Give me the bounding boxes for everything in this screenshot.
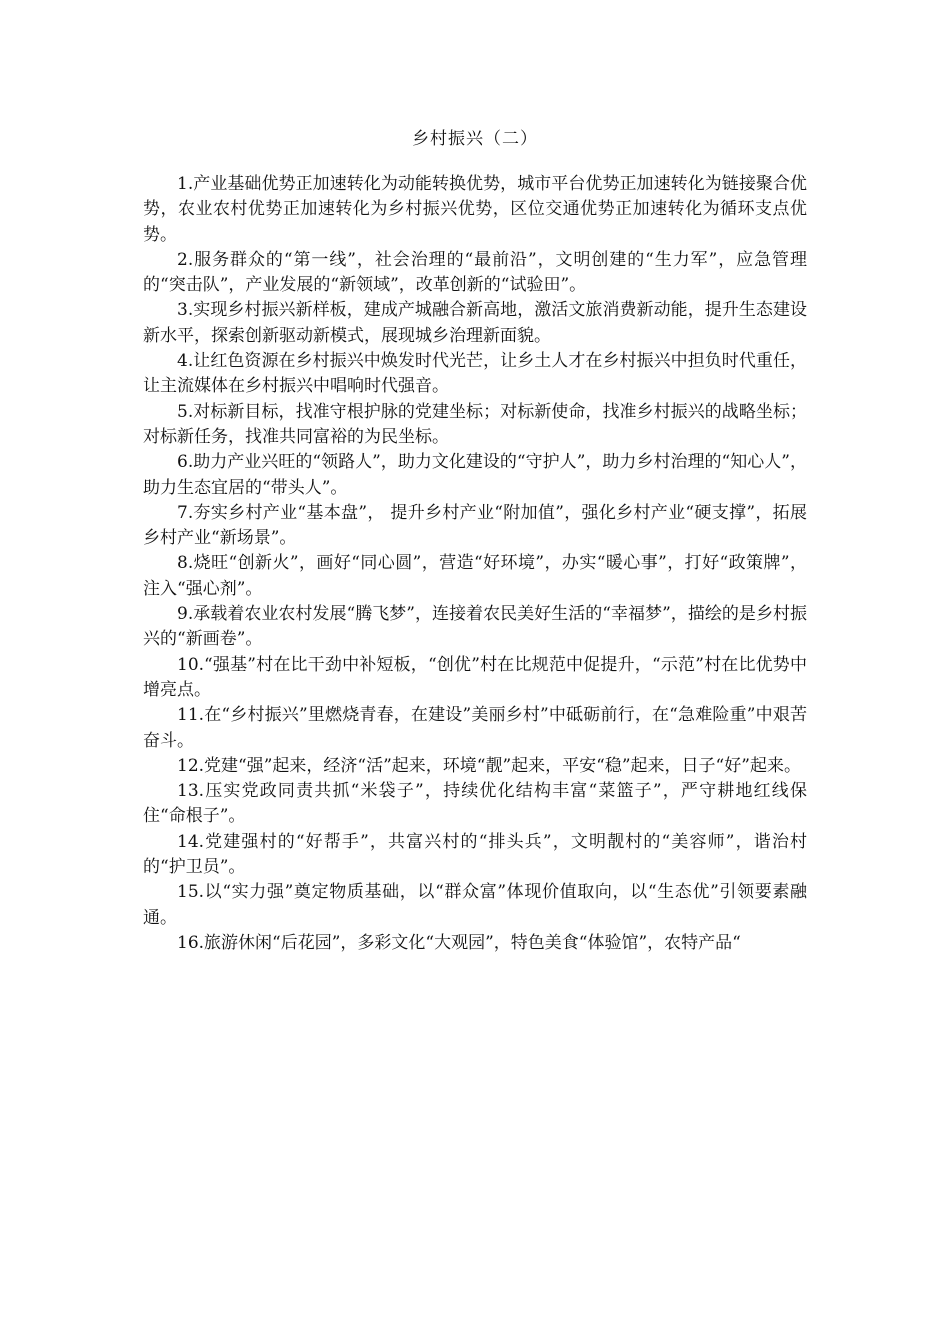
paragraph-15: 15.以“实力强”奠定物质基础，以“群众富”体现价值取向，以“生态优”引领要素融通。 xyxy=(143,882,807,928)
paragraph-7: 7.夯实乡村产业“基本盘”， 提升乡村产业“附加值”，强化乡村产业“硬支撑”，拓展乡村产业“新场景”。 xyxy=(143,502,807,549)
paragraph-13: 13.压实党政同责共抓“米袋子”，持续优化结构丰富“菜篮子”，严守耕地红线保住“命根子”。 xyxy=(143,781,807,827)
paragraph-2: 2.服务群众的“第一线”，社会治理的“最前沿”，文明创建的“生力军”，应急管理的“突击队”，产业发展的“新领域”，改革创新的“试验田”。 xyxy=(143,249,807,296)
paragraph-9: 9.承载着农业农村发展“腾飞梦”，连接着农民美好生活的“幸福梦”，描绘的是乡村振兴的“新画卷”。 xyxy=(143,604,807,650)
paragraph-4: 4.让红色资源在乡村振兴中焕发时代光芒，让乡土人才在乡村振兴中担负时代重任，让主流媒体在乡村振兴中唱响时代强音。 xyxy=(143,351,807,397)
paragraph-8: 8.烧旺“创新火”，画好“同心圆”，营造“好环境”，办实“暖心事”，打好“政策牌”，注入“强心剂”。 xyxy=(143,553,807,599)
paragraph-3: 3.实现乡村振兴新样板，建成产城融合新高地，激活文旅消费新动能，提升生态建设新水平，探索创新驱动新模式，展现城乡治理新面貌。 xyxy=(143,300,807,346)
paragraph-10: 10.“强基”村在比干劲中补短板，“创优”村在比规范中促提升，“示范”村在比优势中增亮点。 xyxy=(143,654,807,700)
document-body xyxy=(143,172,807,956)
paragraph-5: 5.对标新目标，找准守根护脉的党建坐标；对标新使命，找准乡村振兴的战略坐标；对标新任务，找准共同富裕的为民坐标。 xyxy=(143,401,807,447)
paragraph-16: 16.旅游休闲“后花园”，多彩文化“大观园”，特色美食“体验馆”，农特产品“ xyxy=(177,932,741,953)
paragraph-11: 11.在“乡村振兴”里燃烧青春，在建设”美丽乡村”中砥砺前行，在“急难险重”中艰苦奋斗。 xyxy=(143,705,807,751)
paragraph-6: 6.助力产业兴旺的“领路人”，助力文化建设的“守护人”，助力乡村治理的“知心人”， 助力生态宜居的“带头人”。 xyxy=(143,452,807,498)
paragraph-14: 14.党建强村的“好帮手”，共富兴村的“排头兵”，文明靓村的“美容师”，谐治村的“护卫员”。 xyxy=(143,831,807,878)
paragraph-12: 12.党建“强”起来，经济“活”起来，环境“靓”起来，平安“稳”起来，日子“好”起来。 xyxy=(177,755,801,776)
paragraph-1: 1.产业基础优势正加速转化为动能转换优势，城市平台优势正加速转化为链接聚合优势，农业农村优势正加速转化为乡村振兴优势，区位交通优势正加速转化为循环支点优势。 xyxy=(143,174,807,245)
document-title: 乡村振兴（二） xyxy=(412,129,538,149)
